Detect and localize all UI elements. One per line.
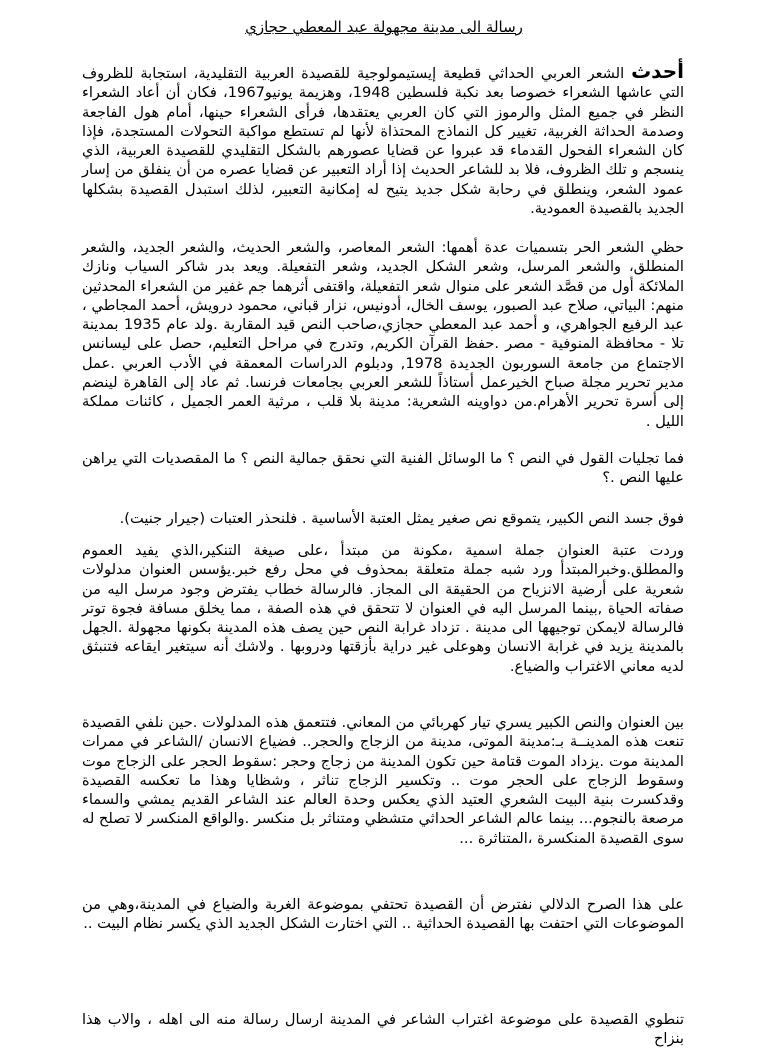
paragraph-questions: فما تجليات القول في النص ؟ ما الوسائل الفنية التي نحقق جمالية النص ؟ ما المقصديات التي يراهن عليها النص .؟ (82, 450, 684, 487)
paragraph-intro (82, 59, 684, 218)
paragraph-city-imagery: بين العنوان والنص الكبير يسري تيار كهربائي من المعاني. فتتعمق هذه المدلولات .حين نلفي القصيدة تنعت هذه المدينــة بـ:مدينة الموتى، مدينة من الزجاج والحجر.. فضياع الانسان /الشاعر في ممرات المدينة موت .يزداد الموت قتامة حين تكون المدينة من زجاج وحجر :سقوط الحجر على الزجاج موت وسقوط الزجاج على الحجر موت .. وتكسير الزجاج تناثر ، وشظايا وهذا ما تعكسه القصيدة وقدكسرت بنية البيت الشعري العتيد الذي يعكس وحدة العالم عند الشاعر القديم يمشي والسماء مرصعة بالنجوم... بينما عالم الشاعر الحداثي متشظي ومتناثر بل منكسر .والواقع المنكسر لا تصلح له سوى القصيدة المنكسرة ،المتناثرة ... (82, 714, 684, 847)
paragraph-free-verse: حظي الشعر الحر بتسميات عدة أهمها: الشعر المعاصر، والشعر الحديث، والشعر الجديد، والشعر المنطلق، والشعر المرسل، وشعر الشكل الجديد، وشعر التفعيلة. ويعد بدر شاكر السياب ونازك الملائكة أول من قصَّد الشعر على منوال شعر التفعيلة، واقتفى أثرهما جم غفير من الشعراء المحدثين منهم: البياتي، صلاح عبد الصبور، يوسف الخال، أدونيس، نزار قباني، محمود درويش، أحمد المجاطي ، عبد الرفيع الجواهري، و أحمد عبد المعطي حجازي،صاحب النص قيد المقاربة .ولد عام 1935 بمدينة تلا - محافظة المنوفية - مصر .حفظ القرآن الكريم, وتدرج في مراحل التعليم، حصل على ليسانس الاجتماع من جامعة السوربون الجديدة 1978, ودبلوم الدراسات المعمقة في الأدب العربي .عمل مدير تحرير مجلة صباح الخيرعمل أستاذاً للشعر العربي بجامعات فرنسا. ثم عاد إلى القاهرة لينضم إلى أسرة تحرير الأهرام.من دواوينه الشعرية: مدينة بلا قلب ، مرثية العمر الجميل ، كائنات مملكة الليل . (82, 239, 684, 430)
paragraph-cut-off: تنطوي القصيدة على موضوعة اغتراب الشاعر في المدينة ارسال رسالة منه الى اهله ، والاب هذا بنزاح (82, 1011, 684, 1048)
paragraph-title-analysis: وردت عتبة العنوان جملة اسمية ،مكونة من مبتدأ ،على صيغة التنكير،الذي يفيد العموم والمطلق.وخبرالمبتدأ ورد شبه جملة متعلقة بمحذوف في محل رفع خبر.يؤسس العنوان مدلولات شعرية على أرضية الانزياح من الحقيقة الى المجاز. فالرسالة خطاب يفترض وجود مرسل اليه من صفاته الحياة ,بينما المرسل اليه في العنوان لا تتحقق في هذه الصفة ، مما يخلق مسافة فجوة توتر فالرسالة لايمكن توجيهها الى مدينة . تزداد غرابة النص حين يصف هذه المدينة بكونها مجهولة .الجهل بالمدينة يزيد في غرابة الانسان وهوعلى غير دراية بأزقتها ودروبها . ولاشك أنه سيتغير ايقاعه فتنبثق لديه معاني الاغتراب والضياع. (82, 542, 684, 675)
paragraph-text: الشعر العربي الحداثي قطيعة إيستيمولوجية للقصيدة العربية التقليدية، استجابة للظروف التي عاشها الشعراء خصوصا بعد نكبة فلسطين 1948، وهزيمة يونيو1967، فكان أن أعاد الشعراء النظر في جميع المثل والرموز التي كان العربي يعتقدها، فرأى الشعراء حينها، أمام هول الفاجعة وصدمة الحداثة الغربية، تغيير كل النماذج المحتذاة لأنها لم تستطع مواكبة التحولات المستجدة، فإذا كان الشعراء الفحول القدماء قد عبروا عن قضايا عصورهم بالشكل التقليدي للقصيدة العربية، الذي ينسجم و تلك الظروف، فلا بد للشاعر الحديث إذا أراد التعبير عن قضايا عصره من أن ينفلق من إسار عمود الشعر، وينطلق في رحابة شكل جديد يتيح له إمكانية التعبير، لذلك استبدل القصيدة بشكلها الجديد بالقصيدة العمودية. (82, 65, 684, 218)
paragraph-hypothesis: على هذا الصرح الدلالي نفترض أن القصيدة تحتفي بموضوعة الغربة والضياع في المدينة،وهي من الموضوعات التي احتفت بها القصيدة الحداثية .. التي اختارت الشكل الجديد الذي يكسر نظام البيت .. (82, 896, 684, 933)
paragraph-threshold: فوق جسد النص الكبير، يتموقع نص صغير يمثل العتبة الأساسية . فلنحذر العتبات (جيرار جنيت). (119, 510, 684, 527)
lead-word: أحدث (631, 59, 684, 83)
document-title: رسالة الى مدينة مجهولة عبد المعطي حجازي (245, 18, 523, 36)
